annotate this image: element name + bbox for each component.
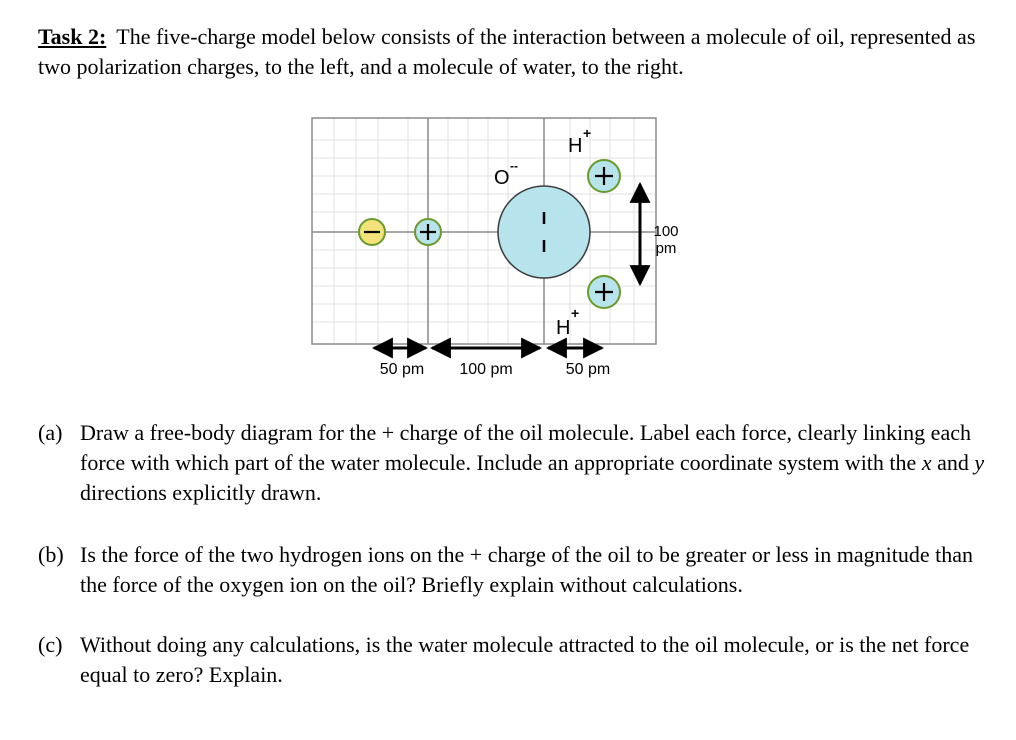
diagram-svg bbox=[300, 112, 680, 384]
hydrogen-lower-superscript: + bbox=[571, 305, 580, 321]
question-c-letter: (c) bbox=[38, 632, 63, 657]
question-a-text bbox=[80, 418, 988, 508]
question-a-y-var: y bbox=[974, 450, 985, 475]
oil-negative-charge bbox=[359, 219, 385, 245]
question-a-text-part1: Draw a free-body diagram for the + charge of the oil molecule. Label each force, clearly linking each force with which part of the water molecule. Include an appropriate coordinate system with the bbox=[80, 420, 971, 475]
scale-right-unit: pm bbox=[655, 240, 677, 257]
hydrogen-ion-lower bbox=[588, 276, 620, 308]
question-a-text-part3: directions explicitly drawn. bbox=[80, 480, 322, 505]
question-a-x-var: x bbox=[921, 450, 932, 475]
task-statement bbox=[38, 22, 998, 82]
five-charge-model-diagram bbox=[300, 112, 680, 384]
bottom-scale-label-3: 50 pm bbox=[565, 361, 611, 378]
task-label: Task 2: bbox=[38, 24, 107, 49]
question-b-text: Is the force of the two hydrogen ions on the + charge of the oil to be greater or less in magnitude than the force of the oxygen ion on the oil? Briefly explain without calculations. bbox=[80, 542, 973, 597]
bottom-scale-label-1: 50 pm bbox=[379, 361, 425, 378]
question-b-letter: (b) bbox=[38, 542, 64, 567]
question-a-letter: (a) bbox=[38, 420, 63, 445]
question-c-text: Without doing any calculations, is the water molecule attracted to the oil molecule, or is the net force equal to zero? Explain. bbox=[80, 632, 970, 687]
question-b bbox=[38, 540, 988, 600]
oxygen-superscript: -- bbox=[510, 159, 518, 173]
hydrogen-upper-superscript: + bbox=[583, 125, 592, 141]
task-text: The five-charge model below consists of the interaction between a molecule of oil, represented as two polarization charges, to the left, and a molecule of water, to the right. bbox=[38, 24, 976, 79]
question-c bbox=[38, 630, 988, 690]
oxygen-label: O bbox=[494, 167, 510, 189]
scale-right-value: 100 bbox=[653, 223, 679, 240]
hydrogen-lower-label: H bbox=[556, 317, 571, 339]
hydrogen-ion-upper bbox=[588, 160, 620, 192]
question-a bbox=[38, 418, 988, 508]
question-a-text-part2: and bbox=[931, 450, 975, 475]
oil-positive-charge bbox=[415, 219, 441, 245]
oxygen-ion bbox=[498, 186, 590, 278]
bottom-scale-label-2: 100 pm bbox=[459, 361, 513, 378]
hydrogen-upper-label: H bbox=[568, 135, 583, 157]
